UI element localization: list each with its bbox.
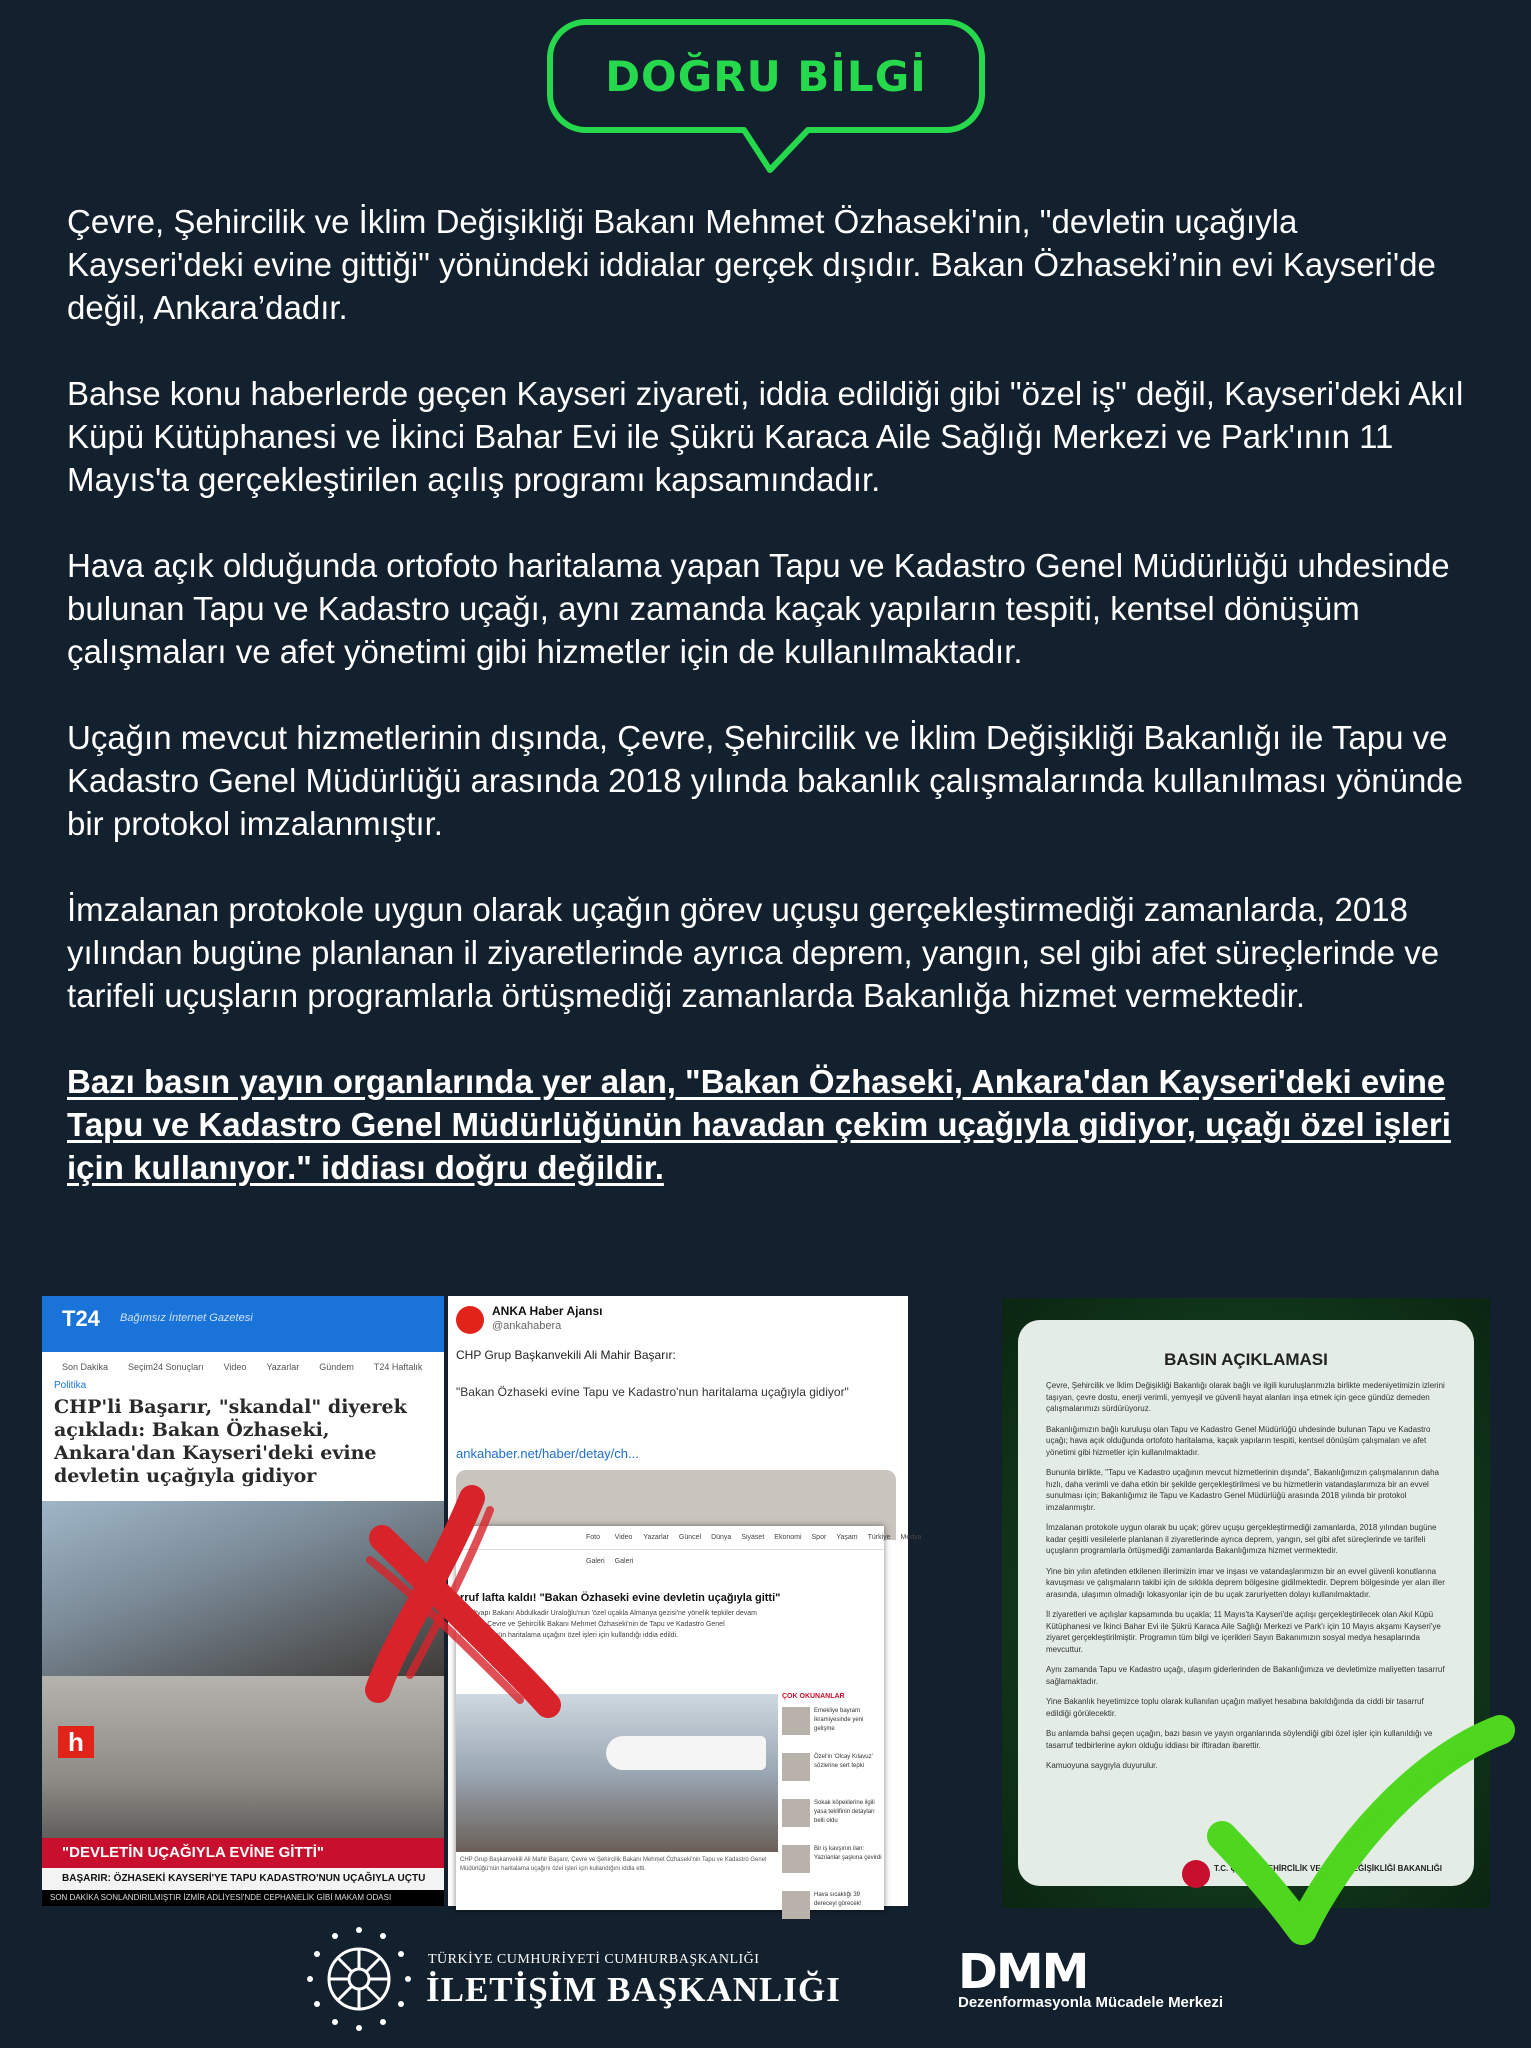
anka-account-name: ANKA Haber Ajansı [492,1304,603,1318]
article-nav [456,1526,922,1565]
press-paragraph: Aynı zamanda Tapu ve Kadastro uçağı, ulaşım giderlerinden de Bakanlığımıza ve devletimize maliyetten tasarruf sağlamaktadır. [1046,1665,1445,1686]
t24-screenshot [42,1296,444,1906]
press-release-text [1046,1380,1446,1781]
press-release-image [1002,1298,1490,1908]
iletisim-line1: TÜRKİYE CUMHURİYETİ CUMHURBAŞKANLIĞI [428,1952,760,1967]
sidebar-item [782,1891,882,1931]
t24-nav-item: Gündem [319,1362,354,1372]
press-paragraph: İl ziyaretleri ve açılışlar kapsamında bu uçakla; 11 Mayıs'ta Kayseri'de açılışı gerçekleştirilecek olan Akıl Küpü Kütüphanesi ve İkinci Bahar Evi ile Şükrü Karaca Aile Sağlığı Merkezi ve Park'ı için 10 Mayıs akşamı Kayseri'ye ziyaret gerçekleştirilmiştir. Programın tüm bilgi ve içerikleri Sayın Bakanımızın sosyal medya hesaplarında mevcuttur. [1046,1610,1441,1654]
sidebar-title: ÇOK OKUNANLAR [782,1693,845,1700]
t24-headline: CHP'li Başarır, "skandal" diyerek açıkladı: Bakan Özhaseki, Ankara'dan Kayseri'deki evine devletin uçağıyla gidiyor [54,1396,407,1487]
article-nav-item: Foto Galeri [586,1534,605,1565]
article-nav-item: Video Galeri [614,1534,634,1565]
t24-nav-item: Son Dakika [62,1362,109,1372]
sidebar-item-label: Emekliye bayram ikramiyesinde yeni gelişme [814,1708,864,1732]
sidebar-item-label: Hava sıcaklığı 39 dereceyi görecek! [814,1892,862,1907]
paragraph: Hava açık olduğunda ortofoto haritalama yapan Tapu ve Kadastro Genel Müdürlüğü uhdesinde bulunan Tapu ve Kadastro uçağı, aynı zamanda kaçak yapıların tespiti, kentsel dönüşüm çalışmaları ve afet yönetimi gibi hizmetler için de kullanılmaktadır. [67,547,1450,670]
sidebar-item-label: Sokak köpeklerine ilgili yasa teklifinin detayları belli oldu [814,1800,875,1824]
sidebar-item [782,1845,882,1885]
news-article-screenshot [456,1526,922,1910]
anka-handle: @ankahabera [492,1320,562,1332]
thumbnail [782,1845,810,1873]
article-lead: ve Altyapı Bakanı Abdulkadir Uraloğlu'nun 'özel uçakla Almanya gezisi'ne yönelik tepkiler devam ederken Çevre ve Şehircilik Bakanı Mehmet Özhaseki'nin de Tapu ve Kadastro Genel Müdürlüğü'nün haritalama uçağını özel işleri için kullandığı iddia edildi. [460,1610,758,1639]
tv-ticker: SON DAKİKA SONLANDIRILMIŞTIR İZMİR ADLİYESİ'NDE CEPHANELİK GİBİ MAKAM ODASI [42,1890,444,1906]
press-release-title: BASIN AÇIKLAMASI [1164,1350,1328,1369]
paragraph: Çevre, Şehircilik ve İklim Değişikliği Bakanı Mehmet Özhaseki'nin, "devletin uçağıyla Kayseri'deki evine gittiği" yönündeki iddialar gerçek dışıdır. Bakan Özhaseki’nin evi Kayseri'de değil, Ankara’dadır. [67,203,1436,326]
article-photo [456,1694,778,1852]
press-paragraph: Yine bin yılın afetinden etkilenen illerimizin imar ve inşası ve vatandaşlarımızın bir an evvel güvenli konutlarına kavuşması ve çalışmaların takibi için de sıklıkla deprem bölgesine gidilmektedir. Deprem bölgesinde yer alan iller arasında, ulaşımın olmadığı lokasyonlar için de bu uçak zaruriyetten dolayı kullanılmaktadır. [1046,1566,1445,1599]
paragraph: Uçağın mevcut hizmetlerinin dışında, Çevre, Şehircilik ve İklim Değişikliği Bakanlığı ile Tapu ve Kadastro Genel Müdürlüğü arasında 2018 yılında bakanlık çalışmalarında kullanılması yönünde bir protokol imzalanmıştır. [67,719,1464,842]
thumbnail [782,1753,810,1781]
halk-tv-logo: h [58,1726,94,1758]
anka-tweet-quote: "Bakan Özhaseki evine Tapu ve Kadastro'nun haritalama uçağıyla gidiyor" [456,1385,849,1399]
t24-tagline: Bağımsız İnternet Gazetesi [120,1312,253,1324]
article-caption: CHP Grup Başkanvekili Ali Mahir Başarır, Çevre ve Şehircilik Bakanı Mehmet Özhaseki'nin Tapu ve Kadastro Genel Müdürlüğü'nün haritalama uçağını özel işleri için kullandığını iddia etti. [460,1857,767,1872]
sidebar-item-label: Bir iş kavşının ilan: Yazılanlar şaşkına çevirdi [814,1846,882,1861]
paragraph: İmzalanan protokole uygun olarak uçağın görev uçuşu gerçekleştirmediği zamanlarda, 2018 yılından bugüne planlanan il ziyaretlerinde ayrıca deprem, yangın, sel gibi afet süreçlerinde ve tarifeli uçuşların programlarla örtüşmediği zamanlarda Bakanlığa hizmet vermektedir. [67,891,1440,1014]
press-paragraph: Kamuoyuna saygıyla duyurulur. [1046,1761,1158,1770]
thumbnail [782,1799,810,1827]
anka-tweet-line: CHP Grup Başkanvekili Ali Mahir Başarır: [456,1348,676,1362]
anka-tweet-link: ankahaber.net/haber/detay/ch... [456,1446,639,1461]
sidebar-item-label: Özel'in 'Olcay Kılavuz' sözlerine sert tepki [814,1754,873,1769]
dmm-name: Dezenformasyonla Mücadele Merkezi [958,1994,1224,2011]
t24-nav-item: Video [223,1362,247,1372]
article-nav-item: Siyaset [741,1534,765,1541]
article-sidebar [782,1692,882,1937]
press-paragraph: Bununla birlikte, "Tapu ve Kadastro uçağının mevcut hizmetlerinin dışında", Bakanlığımızın çalışmalarının daha hızlı, daha verimli ve daha etkin bir şekilde gerçekleştirilmesi ve bu hizmetlerin vatandaşlarımıza bir an evvel sunulması için; Bakanlığımız ile Tapu ve Kadastro Genel Müdürlüğü arasında 2018 yılında bir protokol imzalanmıştır. [1046,1468,1439,1512]
press-paragraph: Yine Bakanlık heyetimizce toplu olarak kullanılan uçağın maliyet hesabına bakıldığında da ciddi bir tasarruf edildiği görülecektir. [1046,1697,1424,1718]
airplane-image [606,1736,766,1770]
sidebar-item [782,1707,882,1747]
press-release-page [1018,1320,1474,1886]
article-nav-item: Türkiye [867,1534,891,1541]
t24-header [42,1296,444,1352]
ministry-seal-icon [1182,1860,1210,1888]
iletisim-line2: İLETİŞİM BAŞKANLIĞI [426,1970,841,2009]
article-nav-item: Ekonomi [774,1534,802,1541]
article-nav-item: Spor [811,1534,827,1541]
thumbnail [782,1707,810,1735]
t24-nav-item: Seçim24 Sonuçları [128,1362,204,1372]
t24-category: Politika [54,1380,87,1391]
article-nav-item: Dünya [711,1534,732,1541]
iletisim-baskanligi-logo-icon [304,1924,414,2034]
dmm-logo: DMM [958,1944,1088,2000]
article-nav-item: Güncel [678,1534,702,1541]
press-paragraph: Bakanlığımızın bağlı kuruluşu olan Tapu ve Kadastro Genel Müdürlüğü uhdesinde bulunan Tapu ve Kadastro uçağı; hava açık olduğunda ortofoto haritalama, kaçak yapıların tespiti, kentsel dönüşüm çalışmaları ve afet yönetimi gibi hizmetler için kullanılmaktadır. [1046,1424,1431,1457]
tv-subtitle-bar: BAŞARIR: ÖZHASEKİ KAYSERİ'YE TAPU KADASTRO'NUN UÇAĞIYLA UÇTU [42,1868,444,1890]
press-paragraph: İmzalanan protokole uygun olarak bu uçak; görev uçuşu gerçekleştirmediği zamanlarda, 2018 yılından bugüne kadar çeşitli vesilelerle planlanan il ziyaretlerinde ayrıca deprem, yangın, sel gibi afet süreçlerinde ve tarifeli uçuşların programlarla örtüşmediği zamanlarda Bakanlığımıza hizmet vermektedir. [1046,1523,1437,1555]
article-title: rruf lafta kaldı! "Bakan Özhaseki evine devletin uçağıyla gitti" [460,1592,781,1604]
anka-logo-icon [456,1306,484,1334]
article-nav-item: Medya [900,1534,922,1541]
ministry-seal-text: T.C. ÇEVRE, ŞEHİRCİLİK VE İKLİM DEĞİŞİKLİĞİ BAKANLIĞI [1214,1864,1443,1873]
t24-nav [62,1362,422,1372]
paragraph: Bahse konu haberlerde geçen Kayseri ziyareti, iddia edildiği gibi "özel iş" değil, Kayseri'deki Akıl Küpü Kütüphanesi ve İkinci Bahar Evi ile Şükrü Karaca Aile Sağlığı Merkezi ve Park'ının 11 Mayıs'ta gerçekleştirilen açılış programı kapsamındadır. [67,375,1464,498]
press-paragraph: Çevre, Şehircilik ve İklim Değişikliği Bakanlığı olarak bağlı ve ilgili kuruluşlarımızla birlikte medeniyetimizin izlerini taşıyan, çevre dostu, enerji verimli, yemyeşil ve güvenli hayat alanları inşa etmek için gece gündüz demeden çalışmalarımızı sürdürüyoruz. [1046,1381,1445,1413]
sidebar-item [782,1799,882,1839]
t24-logo: T24 [62,1306,100,1331]
sidebar-item [782,1753,882,1793]
article-nav-item: Yazarlar [643,1534,669,1541]
tv-headline-bar: "DEVLETİN UÇAĞIYLA EVİNE GİTTİ" [42,1838,444,1868]
thumbnail [782,1891,810,1919]
body-text [67,200,1467,1189]
page-title: DOĞRU BİLGİ [605,51,927,101]
press-paragraph: Bu anlamda bahsi geçen uçağın, bazı basın ve yayın organlarında söylendiği gibi özel işler için kullanıldığı ve tasarruf tedbirlerine aykırı olduğu iddiası bir iftiradan ibarettir. [1046,1729,1433,1750]
t24-nav-item: Yazarlar [266,1362,300,1372]
conclusion: Bazı basın yayın organlarında yer alan, "Bakan Özhaseki, Ankara'dan Kayseri'deki evine Tapu ve Kadastro Genel Müdürlüğünün havadan çekim uçağıyla gidiyor, uçağı özel işleri için kullanıyor." iddiası doğru değildir. [67,1063,1451,1186]
t24-nav-item: T24 Haftalık [373,1362,423,1372]
t24-photo-airport [42,1501,444,1676]
article-nav-item: Yaşam [836,1534,858,1541]
